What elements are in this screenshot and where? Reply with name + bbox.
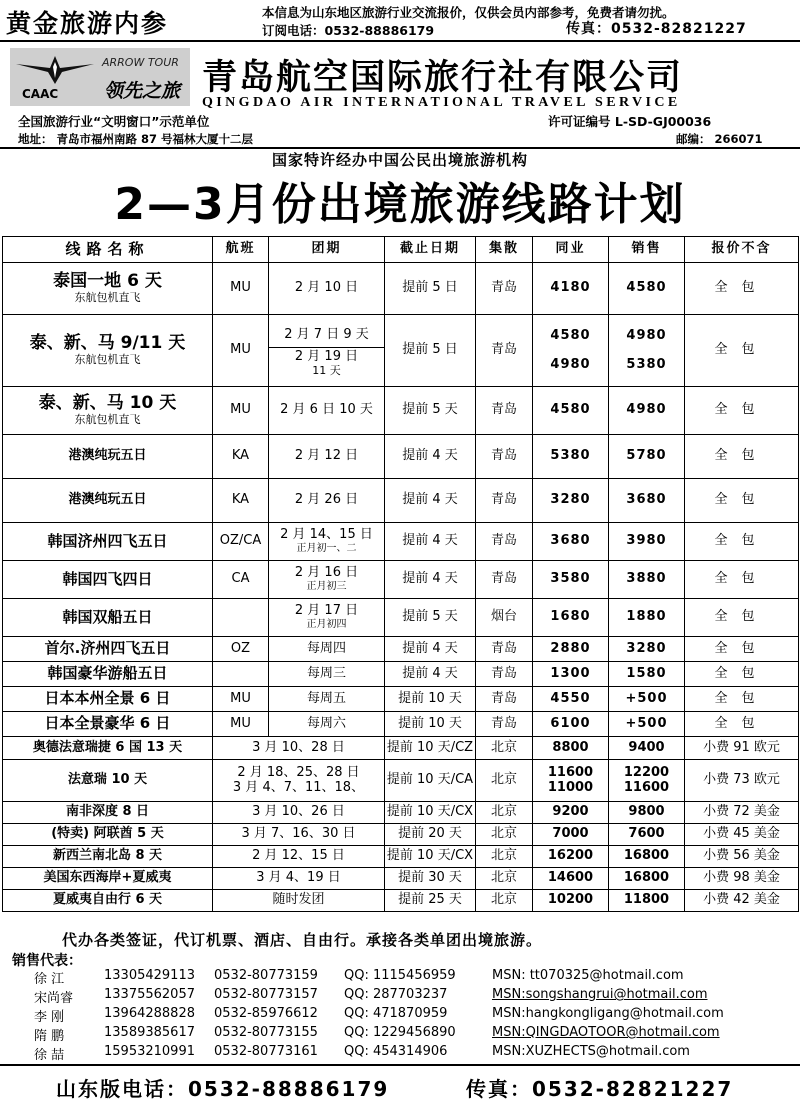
- rep-msn[interactable]: MSN: tt070325@hotmail.com: [492, 968, 684, 983]
- table-row: [3, 662, 799, 687]
- tour-date: 2 月 14、15 日 正月初一、二: [269, 523, 385, 561]
- rep-tel: 0532-80773157: [214, 987, 318, 1002]
- flight-code: MU: [213, 263, 269, 315]
- reps-label: 销售代表：: [12, 953, 82, 969]
- city: 青岛: [476, 315, 533, 387]
- deadline: 提前 4 天: [385, 479, 476, 523]
- deadline: 提前 30 天: [385, 868, 476, 890]
- deadline: 提前 10 天/CA: [385, 760, 476, 802]
- rep-name: 李 刚: [34, 1010, 65, 1025]
- peer-price: 11600 11000: [533, 760, 609, 802]
- city: 青岛: [476, 561, 533, 599]
- price-excl: 全包: [685, 387, 799, 435]
- price-excl: 小费 72 美金: [685, 802, 799, 824]
- header-route: 线路名称: [3, 237, 213, 263]
- flight-code: MU: [213, 687, 269, 712]
- deadline: 提前 25 天: [385, 890, 476, 912]
- header-retail: 销售: [609, 237, 685, 263]
- rep-qq: QQ: 1115456959: [344, 968, 456, 983]
- wings-icon: [14, 52, 96, 88]
- price-excl: 全包: [685, 561, 799, 599]
- city: 青岛: [476, 687, 533, 712]
- route-name: 新西兰南北岛 8 天: [3, 846, 213, 868]
- retail-price: 7600: [609, 824, 685, 846]
- route-name: (特卖) 阿联酋 5 天: [3, 824, 213, 846]
- rep-mobile: 13589385617: [104, 1025, 195, 1040]
- table-row: [3, 846, 799, 868]
- flight-code: MU: [213, 387, 269, 435]
- route-name: 韩国济州四飞五日: [3, 523, 213, 561]
- masthead-fax: 传真：0532-82821227: [566, 21, 747, 37]
- table-row: [3, 737, 799, 760]
- flight-code: OZ: [213, 637, 269, 662]
- rep-tel: 0532-85976612: [214, 1006, 318, 1021]
- city: 青岛: [476, 263, 533, 315]
- city: 北京: [476, 846, 533, 868]
- price-excl: 小费 73 欧元: [685, 760, 799, 802]
- tour-date: 3 月 7、16、30 日: [213, 824, 385, 846]
- tour-date: 3 月 4、19 日: [213, 868, 385, 890]
- retail-price: +500: [609, 687, 685, 712]
- masthead-bar: [0, 0, 800, 42]
- route-name: 韩国豪华游船五日: [3, 662, 213, 687]
- price-excl: 全包: [685, 687, 799, 712]
- logo-caac-text: CAAC: [22, 87, 59, 101]
- price-excl: 全包: [685, 637, 799, 662]
- price-excl: 小费 45 美金: [685, 824, 799, 846]
- price-excl: 全包: [685, 315, 799, 387]
- route-name: 南非深度 8 日: [3, 802, 213, 824]
- company-license: 许可证编号 L-SD-GJ00036: [548, 114, 712, 129]
- peer-price: 3280: [533, 479, 609, 523]
- price-excl: 小费 91 欧元: [685, 737, 799, 760]
- route-name: 夏威夷自由行 6 天: [3, 890, 213, 912]
- footer-tel: 山东版电话：0532-88886179: [56, 1077, 390, 1101]
- peer-price: 6100: [533, 712, 609, 737]
- rep-name: 徐 江: [34, 972, 65, 987]
- page-title: 2—3月份出境旅游线路计划: [114, 179, 686, 230]
- deadline: 提前 5 日: [385, 263, 476, 315]
- route-name: 泰国一地 6 天 东航包机直飞: [3, 263, 213, 315]
- license-band: 国家特许经办中国公民出境旅游机构: [0, 147, 800, 169]
- tour-date: 2 月 7 日 9 天 2 月 19 日 11 天: [269, 315, 385, 387]
- city: 北京: [476, 890, 533, 912]
- city: 青岛: [476, 637, 533, 662]
- table-row: [3, 561, 799, 599]
- retail-price: 3980: [609, 523, 685, 561]
- city: 北京: [476, 868, 533, 890]
- rep-qq: QQ: 454314906: [344, 1044, 448, 1059]
- logo-slogan: 领先之旅: [104, 80, 181, 102]
- peer-price: 4550: [533, 687, 609, 712]
- rep-msn[interactable]: MSN:hangkongligang@hotmail.com: [492, 1006, 724, 1021]
- route-name: 首尔.济州四飞五日: [3, 637, 213, 662]
- city: 烟台: [476, 599, 533, 637]
- city: 青岛: [476, 662, 533, 687]
- flight-code: KA: [213, 435, 269, 479]
- masthead-title: 黄金旅游内参: [6, 9, 169, 38]
- route-name: 泰、新、马 9/11 天 东航包机直飞: [3, 315, 213, 387]
- city: 青岛: [476, 479, 533, 523]
- tour-date: 每周六: [269, 712, 385, 737]
- rep-row: [0, 1006, 800, 1024]
- rep-name: 徐 喆: [34, 1048, 65, 1063]
- deadline: 提前 10 天/CX: [385, 846, 476, 868]
- retail-price: 12200 11600: [609, 760, 685, 802]
- city: 北京: [476, 824, 533, 846]
- company-name-cn: 青岛航空国际旅行社有限公司: [202, 58, 684, 98]
- rep-mobile: 13964288828: [104, 1006, 195, 1021]
- tour-date: 每周三: [269, 662, 385, 687]
- peer-price: 10200: [533, 890, 609, 912]
- rep-name: 宋尚睿: [34, 991, 74, 1006]
- tour-date: 2 月 12 日: [269, 435, 385, 479]
- rep-row: [0, 1025, 800, 1043]
- header-city: 集散: [476, 237, 533, 263]
- deadline: 提前 4 天: [385, 561, 476, 599]
- tour-date: 3 月 10、28 日: [213, 737, 385, 760]
- peer-price: 2880: [533, 637, 609, 662]
- route-name: 韩国四飞四日: [3, 561, 213, 599]
- table-row: [3, 687, 799, 712]
- deadline: 提前 10 天: [385, 712, 476, 737]
- masthead-order-tel: 订阅电话：0532-88886179: [262, 23, 435, 38]
- retail-price: 9800: [609, 802, 685, 824]
- retail-price: 4980: [609, 387, 685, 435]
- city: 青岛: [476, 523, 533, 561]
- table-row: [3, 479, 799, 523]
- peer-price: 9200: [533, 802, 609, 824]
- route-table: [2, 236, 799, 912]
- deadline: 提前 4 天: [385, 523, 476, 561]
- flight-code: OZ/CA: [213, 523, 269, 561]
- route-name: 日本本州全景 6 日: [3, 687, 213, 712]
- deadline: 提前 20 天: [385, 824, 476, 846]
- table-row: [3, 435, 799, 479]
- retail-price: +500: [609, 712, 685, 737]
- peer-price: 8800: [533, 737, 609, 760]
- deadline: 提前 10 天: [385, 687, 476, 712]
- rep-mobile: 15953210991: [104, 1044, 195, 1059]
- peer-price: 16200: [533, 846, 609, 868]
- header-excl: 报价不含: [685, 237, 799, 263]
- peer-price: 5380: [533, 435, 609, 479]
- rep-qq: QQ: 471870959: [344, 1006, 448, 1021]
- peer-price: 4580: [533, 387, 609, 435]
- tour-date: 2 月 6 日 10 天: [269, 387, 385, 435]
- route-name: 港澳纯玩五日: [3, 479, 213, 523]
- deadline: 提前 5 天: [385, 599, 476, 637]
- tour-date: 2 月 18、25、28 日 3 月 4、7、11、18、: [213, 760, 385, 802]
- route-name: 法意瑞 10 天: [3, 760, 213, 802]
- tour-date: 2 月 26 日: [269, 479, 385, 523]
- price-excl: 全包: [685, 435, 799, 479]
- table-row: [3, 760, 799, 802]
- retail-price: 5780: [609, 435, 685, 479]
- deadline: 提前 10 天/CX: [385, 802, 476, 824]
- table-row: [3, 868, 799, 890]
- deadline: 提前 10 天/CZ: [385, 737, 476, 760]
- route-name: 泰、新、马 10 天 东航包机直飞: [3, 387, 213, 435]
- table-row: [3, 637, 799, 662]
- price-excl: 小费 42 美金: [685, 890, 799, 912]
- table-row: [3, 802, 799, 824]
- tour-date: 2 月 16 日 正月初三: [269, 561, 385, 599]
- deadline: 提前 4 天: [385, 662, 476, 687]
- retail-price: 9400: [609, 737, 685, 760]
- route-name: 港澳纯玩五日: [3, 435, 213, 479]
- route-name: 韩国双船五日: [3, 599, 213, 637]
- price-excl: 全包: [685, 263, 799, 315]
- tour-date: 2 月 17 日 正月初四: [269, 599, 385, 637]
- peer-price: 3580: [533, 561, 609, 599]
- tour-date: 2 月 10 日: [269, 263, 385, 315]
- city: 青岛: [476, 435, 533, 479]
- rep-msn[interactable]: MSN:QINGDAOTOOR@hotmail.com: [492, 1025, 720, 1040]
- tour-date: 每周五: [269, 687, 385, 712]
- peer-price: 7000: [533, 824, 609, 846]
- flight-code: MU: [213, 315, 269, 387]
- price-excl: 小费 56 美金: [685, 846, 799, 868]
- table-row: [3, 315, 799, 387]
- table-header: [3, 237, 799, 263]
- services-note: 代办各类签证，代订机票、酒店、自由行。承接各类单团出境旅游。: [62, 931, 543, 949]
- rep-msn[interactable]: MSN:XUZHECTS@hotmail.com: [492, 1044, 690, 1059]
- price-excl: 全包: [685, 712, 799, 737]
- table-row: [3, 263, 799, 315]
- logo-arrow-text: ARROW TOUR: [102, 56, 179, 69]
- price-excl: 全包: [685, 662, 799, 687]
- rep-row: [0, 987, 800, 1005]
- header-flight: 航班: [213, 237, 269, 263]
- header-deadline: 截止日期: [385, 237, 476, 263]
- company-honor: 全国旅游行业“文明窗口”示范单位: [18, 114, 210, 129]
- rep-mobile: 13305429113: [104, 968, 195, 983]
- price-excl: 全包: [685, 523, 799, 561]
- flight-code: [213, 599, 269, 637]
- retail-price: 3680: [609, 479, 685, 523]
- flight-code: [213, 662, 269, 687]
- route-name: 日本全景豪华 6 日: [3, 712, 213, 737]
- rep-row: [0, 1044, 800, 1062]
- retail-price: 1880: [609, 599, 685, 637]
- table-row: [3, 599, 799, 637]
- tour-date: 随时发团: [213, 890, 385, 912]
- price-excl: 全包: [685, 479, 799, 523]
- table-row: [3, 824, 799, 846]
- rep-qq: QQ: 1229456890: [344, 1025, 456, 1040]
- deadline: 提前 5 日: [385, 315, 476, 387]
- tour-date: 3 月 10、26 日: [213, 802, 385, 824]
- table-row: [3, 387, 799, 435]
- company-logo: [10, 48, 190, 106]
- flight-code: KA: [213, 479, 269, 523]
- retail-price: 11800: [609, 890, 685, 912]
- peer-price: 14600: [533, 868, 609, 890]
- retail-price: 4580: [609, 263, 685, 315]
- footer: [0, 1064, 800, 1102]
- rep-row: [0, 968, 800, 986]
- footer-fax: 传真：0532-82821227: [466, 1077, 734, 1101]
- table-row: [3, 712, 799, 737]
- rep-mobile: 13375562057: [104, 987, 195, 1002]
- masthead-notice: 本信息为山东地区旅游行业交流报价，仅供会员内部参考，免费者请勿扰。: [262, 5, 675, 20]
- company-name-en: QINGDAO AIR INTERNATIONAL TRAVEL SERVICE: [202, 95, 681, 110]
- company-postcode: 邮编： 266071: [676, 132, 763, 146]
- company-address: 地址： 青岛市福州南路 87 号福林大厦十二层: [18, 132, 254, 146]
- retail-price: 3880: [609, 561, 685, 599]
- city: 北京: [476, 737, 533, 760]
- rep-tel: 0532-80773161: [214, 1044, 318, 1059]
- retail-price: 4980 5380: [609, 315, 685, 387]
- table-row: [3, 523, 799, 561]
- tour-date: 每周四: [269, 637, 385, 662]
- peer-price: 3680: [533, 523, 609, 561]
- price-excl: 全包: [685, 599, 799, 637]
- header-date: 团期: [269, 237, 385, 263]
- city: 青岛: [476, 387, 533, 435]
- flight-code: CA: [213, 561, 269, 599]
- deadline: 提前 4 天: [385, 637, 476, 662]
- flight-code: MU: [213, 712, 269, 737]
- deadline: 提前 5 天: [385, 387, 476, 435]
- city: 青岛: [476, 712, 533, 737]
- rep-msn[interactable]: MSN:songshangrui@hotmail.com: [492, 987, 708, 1002]
- route-name: 奥德法意瑞捷 6 国 13 天: [3, 737, 213, 760]
- retail-price: 16800: [609, 846, 685, 868]
- peer-price: 1300: [533, 662, 609, 687]
- peer-price: 1680: [533, 599, 609, 637]
- retail-price: 3280: [609, 637, 685, 662]
- city: 北京: [476, 760, 533, 802]
- rep-name: 隋 鹏: [34, 1029, 65, 1044]
- rep-qq: QQ: 287703237: [344, 987, 448, 1002]
- tour-date: 2 月 12、15 日: [213, 846, 385, 868]
- peer-price: 4580 4980: [533, 315, 609, 387]
- retail-price: 16800: [609, 868, 685, 890]
- rep-tel: 0532-80773155: [214, 1025, 318, 1040]
- route-name: 美国东西海岸+夏威夷: [3, 868, 213, 890]
- header-peer: 同业: [533, 237, 609, 263]
- price-excl: 小费 98 美金: [685, 868, 799, 890]
- city: 北京: [476, 802, 533, 824]
- table-row: [3, 890, 799, 912]
- peer-price: 4180: [533, 263, 609, 315]
- deadline: 提前 4 天: [385, 435, 476, 479]
- retail-price: 1580: [609, 662, 685, 687]
- rep-tel: 0532-80773159: [214, 968, 318, 983]
